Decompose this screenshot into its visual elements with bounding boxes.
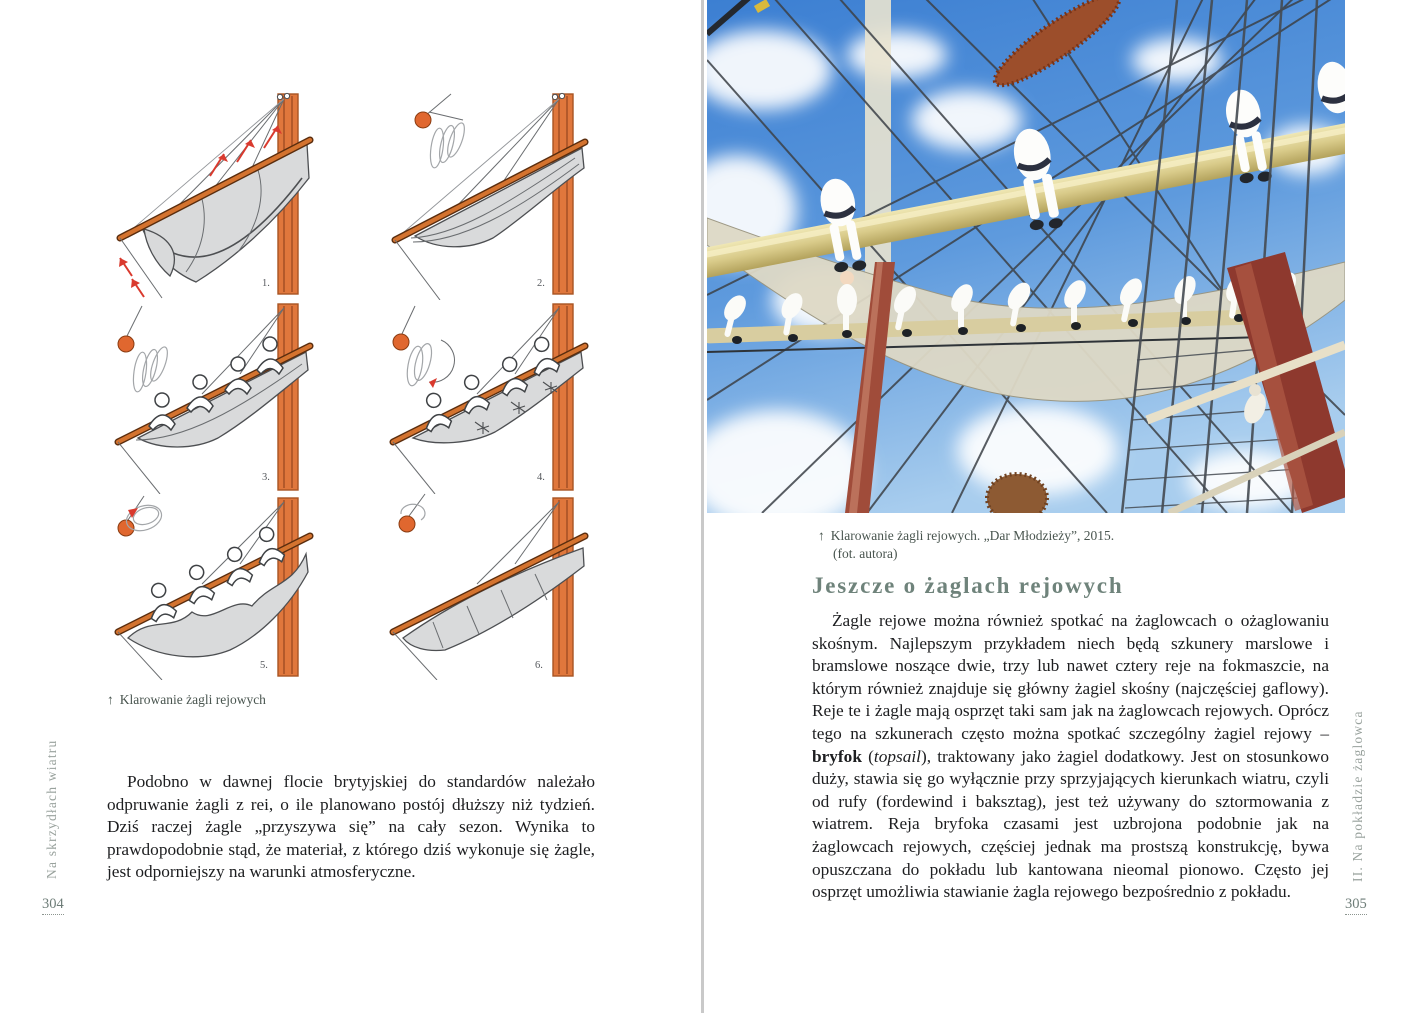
left-page-number: 304 <box>42 896 64 915</box>
body-text-2: ( <box>861 746 874 766</box>
left-margin-title: Na skrzydłach wiatru <box>44 739 59 879</box>
right-page-number: 305 <box>1345 896 1367 915</box>
diagram-furling-step-3 <box>110 298 315 494</box>
diagram-furling-step-1 <box>110 86 315 300</box>
tall-ship-sailors-photo <box>707 0 1345 513</box>
body-text-3: ), traktowany jako żagiel dodatkowy. Jest on stosunkowo duży, stawia się go wyłącznie przy sprzyjających kierunkach wiatru, czyli od rufy (fordewind i baksztag), jest też używany do sztormowania z wiatrem. Reja bryfoka czasami jest uzbrojona podobnie jak na żaglowcach rejowych, częściej jednak ma prostszą konstrukcję, bywa opuszczana do pokładu lub kantowana nieomal pionowo. Często jej osprzęt umożliwia stawianie żagla rejowego bezpośrednio z pokładu. <box>812 746 1329 902</box>
photo-caption-line1: Klarowanie żagli rejowych. „Dar Młodzieży”, 2015. <box>830 528 1115 543</box>
diagram-caption-text: Klarowanie żagli rejowych <box>119 692 266 707</box>
diagram-number: 1. <box>262 278 270 289</box>
right-margin-title: II. Na pokładzie żaglowca <box>1350 710 1365 882</box>
coiled-rope-icon <box>393 306 454 388</box>
section-heading: Jeszcze o żaglach rejowych <box>812 573 1124 598</box>
right-page-paragraph <box>812 610 1329 904</box>
coiled-rope-icon <box>399 494 425 532</box>
left-paragraph-text: Podobno w dawnej flocie brytyjskiej do standardów należało odpruwanie żagli z rei, o ile planowano postój dłuższy niż tydzień. Dziś raczej żagle „przyszywa się” na cały sezon. Wynika to prawdopodobnie stąd, że materiał, z którego dziś wykonuje się żagle, jest odporniejszy na warunki atmosferyczne. <box>107 772 595 882</box>
diagram-furling-step-5 <box>110 492 315 680</box>
page-gutter-divider <box>701 0 704 1013</box>
diagram-furling-step-4 <box>385 298 590 494</box>
coiled-rope-icon <box>118 306 171 393</box>
diagram-number: 5. <box>260 660 268 671</box>
left-page-paragraph <box>107 771 595 884</box>
diagram-number: 3. <box>262 472 270 483</box>
body-text-1: Żagle rejowe można również spotkać na żaglowcach o ożaglowaniu skośnym. Najlepszym przykładem niech będą szkunery marslowe i bramslowe noszące dwie, trzy lub nawet cztery reje na fokmaszcie, na którym również znajduje się główny żagiel skośny (najczęściej gaflowy). Reje te i żagle mają osprzęt taki sam jak na żaglowcach rejowych. Oprócz tego na szkunerach często można spotkać szczególny żagiel rejowy – <box>812 611 1329 743</box>
photo-caption <box>818 527 1114 563</box>
coiled-rope-icon <box>415 94 468 169</box>
body-italic-topsail: topsail <box>873 746 921 766</box>
coiled-rope-icon <box>118 496 165 536</box>
diagram-number: 2. <box>537 278 545 289</box>
diagram-number: 6. <box>535 660 543 671</box>
diagram-furling-step-2 <box>385 86 590 300</box>
up-arrow-icon: ↑ <box>818 528 825 543</box>
diagram-caption <box>107 691 266 709</box>
diagram-number: 4. <box>537 472 545 483</box>
sailor-figure <box>149 393 175 430</box>
photo-caption-line2: (fot. autora) <box>833 546 898 561</box>
diagram-furling-step-6 <box>385 492 590 680</box>
up-arrow-icon: ↑ <box>107 692 114 707</box>
body-bold-bryfok: bryfok <box>812 746 862 766</box>
